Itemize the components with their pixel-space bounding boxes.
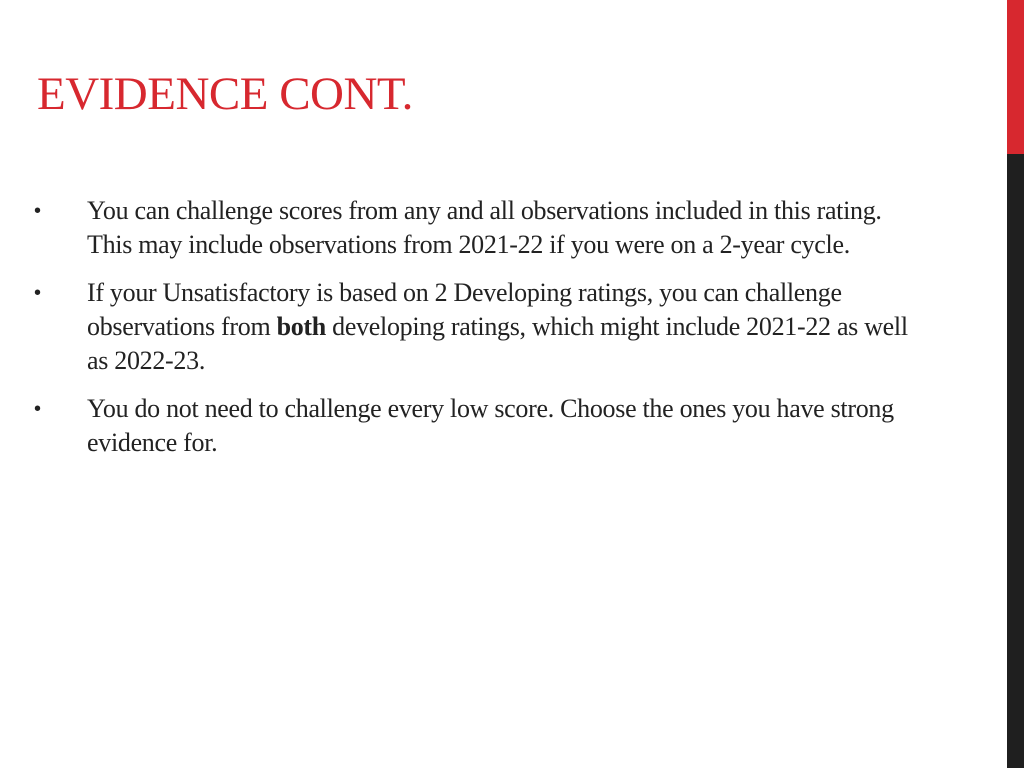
list-item xyxy=(0,276,917,378)
bullet-text-part: If your Unsatisfactory is based on 2 Developing ratings, you can challenge observations from xyxy=(87,278,842,341)
accent-bar-dark xyxy=(1007,154,1024,768)
bullet-icon: • xyxy=(34,282,41,304)
bullet-list xyxy=(0,194,1000,474)
bullet-text xyxy=(87,278,908,375)
list-item xyxy=(0,194,917,262)
bullet-text-part: developing ratings, which might include 2021-22 as well as 2022-23. xyxy=(87,312,908,375)
bullet-icon: • xyxy=(34,200,41,222)
bullet-text: You do not need to challenge every low score. Choose the ones you have strong evidence for. xyxy=(87,394,894,457)
list-item xyxy=(0,392,917,460)
accent-bar-red xyxy=(1007,0,1024,154)
slide-title: EVIDENCE CONT. xyxy=(37,68,413,120)
bullet-icon: • xyxy=(34,398,41,420)
bullet-text-emphasis: both xyxy=(276,312,326,341)
bullet-text: You can challenge scores from any and all observations included in this rating. This may include observations from 2021-22 if you were on a 2-year cycle. xyxy=(87,196,882,259)
